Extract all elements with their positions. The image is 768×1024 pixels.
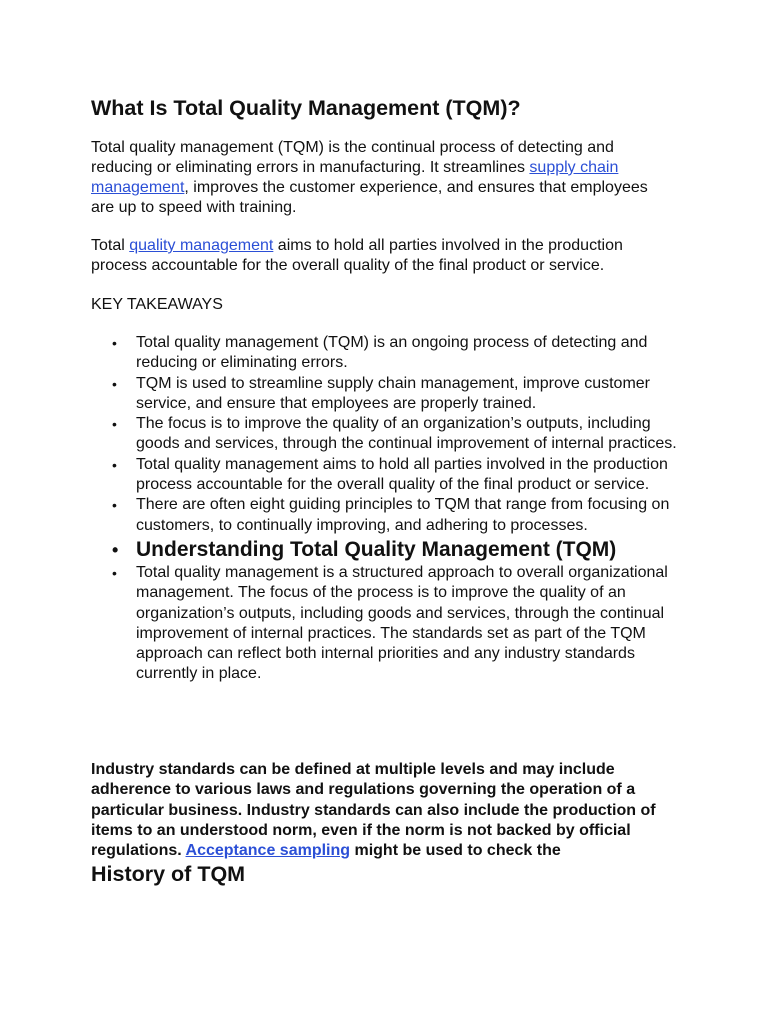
intro-paragraph [91,138,671,218]
list-item [91,374,681,415]
history-heading: History of TQM [91,862,246,886]
bullet-icon: • [112,416,117,433]
list-item-text: Total quality management is a structured approach to overall organizational management. The focus of the process is to improve the quality of an organization’s outputs, including goods and services, through the continual improvement of internal practices. The standards set as part of the TQM approach can reflect both internal priorities and any industry standards currently in place. [136,563,668,683]
quality-management-paragraph [91,236,671,276]
page-title: What Is Total Quality Management (TQM)? [91,96,521,120]
intro-text-after: , improves the customer experience, and ensures that employees are up to speed with training. [91,179,648,216]
bullet-icon: • [112,375,117,392]
list-item [91,333,681,374]
industry-standards-paragraph [91,760,681,861]
qm-text-after: aims to hold all parties involved in the production process accountable for the overall quality of the final product or service. [91,237,623,274]
list-item-text: Total quality management (TQM) is an ongoing process of detecting and reducing or eliminating errors. [136,334,648,372]
key-takeaways-label: KEY TAKEAWAYS [91,296,223,313]
qm-text-before: Total [91,237,130,254]
bullet-icon: • [112,497,117,514]
bullet-icon: • [112,539,119,560]
list-item [91,455,681,496]
list-item [91,563,681,685]
section-heading-understanding [91,536,681,563]
list-item-text: There are often eight guiding principles to TQM that range from focusing on customers, to continually improving, and adhering to processes. [136,496,670,534]
standards-text-after: might be used to check the [350,842,561,860]
bullet-icon: • [112,456,117,473]
section-heading-text: Understanding Total Quality Management (TQM) [136,537,617,561]
standards-text-before: Industry standards can be defined at multiple levels and may include adherence to various laws and regulations governing the operation of a particular business. Industry standards can also include the production of items to an understood norm, even if the norm is not backed by official regulations. [91,761,656,860]
list-item [91,495,681,536]
list-item [91,414,681,455]
bullet-icon: • [112,335,117,351]
intro-text-before: Total quality management (TQM) is the continual process of detecting and reducing or eliminating errors in manufacturing. It streamlines [91,139,614,176]
bullet-icon: • [112,564,117,581]
list-item-text: Total quality management aims to hold all parties involved in the production process accountable for the overall quality of the final product or service. [136,455,668,494]
article-body [91,95,681,886]
list-item-text: The focus is to improve the quality of an organization’s outputs, including goods and services, through the continual improvement of internal practices. [136,415,677,453]
quality-management-link[interactable]: quality management [129,237,274,254]
list-item-text: TQM is used to streamline supply chain management, improve customer service, and ensure that employees are properly trained. [136,374,650,412]
acceptance-sampling-link[interactable]: Acceptance sampling [185,842,351,860]
supply-chain-management-link[interactable]: supply chain management [91,159,619,196]
key-takeaways-list [91,333,681,685]
